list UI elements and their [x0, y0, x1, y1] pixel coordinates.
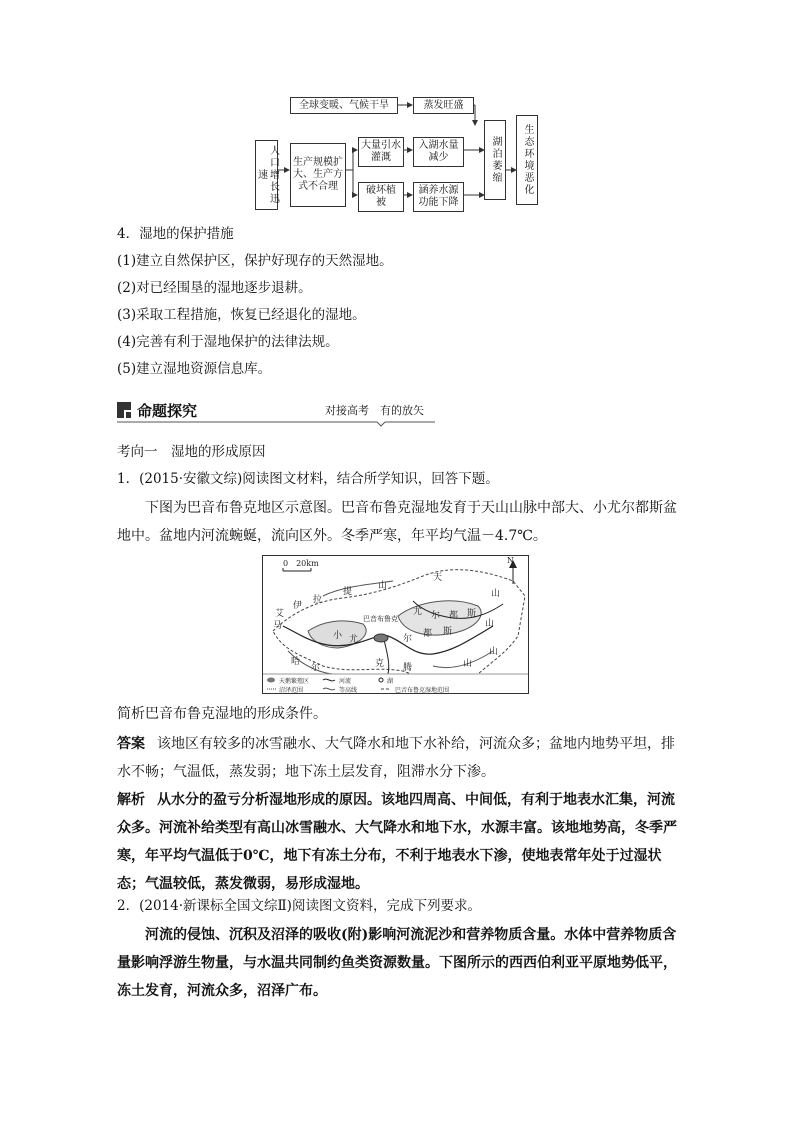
map-label: 山: [378, 581, 388, 591]
q1-material: 下图为巴音布鲁克地区示意图。巴音布鲁克湿地发育于天山山脉中部大、小尤尔都斯盆地中。盆地内河流蜿蜒，流向区外。冬季严寒，年平均气温－4.7℃。: [117, 500, 677, 544]
flow-node-irrigation: 大量引水灌溉: [358, 137, 404, 167]
analysis-label: 解析: [117, 792, 145, 808]
flow-node-production: 生产规模扩大、生产方式不合理: [290, 143, 346, 207]
map-label: 克: [375, 659, 385, 669]
map-label: 山: [489, 647, 499, 657]
measure-item: (3)采取工程措施，恢复已经退化的湿地。: [117, 307, 366, 323]
map-label: 尔: [403, 634, 413, 644]
measure-item: (2)对已经围垦的湿地逐步退耕。: [117, 280, 312, 296]
measure-item: (4)完善有利于湿地保护的法律法规。: [117, 334, 339, 350]
q1-question: 简析巴音布鲁克湿地的形成条件。: [117, 706, 327, 722]
map-label: 斯: [443, 627, 453, 637]
map-label: 斯: [467, 609, 477, 619]
q2-material: 河流的侵蚀、沉积及沼泽的吸收(附)影响河流泥沙和营养物质含量。水体中营养物质含量影响浮游生物量，与水温共同制约鱼类资源数量。下图所示的西西伯利亚平原地势低平，冻土发育，河流众多，沼泽广布。: [117, 927, 677, 999]
map-label: 小: [333, 631, 343, 641]
map-label: 尔: [431, 611, 441, 621]
map-legend-item: 天鹅繁殖区: [279, 678, 310, 685]
flow-node-warming: 全球变暖、气候干旱: [290, 97, 398, 114]
answer-text: 该地区有较多的冰雪融水、大气降水和地下水补给，河流众多；盆地内地势平坦，排水不畅；气温低，蒸发弱；地下冻土层发育，阻滞水分下渗。: [117, 736, 675, 780]
flow-node-evaporation: 蒸发旺盛: [413, 97, 474, 114]
q1-analysis: [117, 786, 682, 898]
flow-node-ecology: 生态环境恶化: [516, 115, 538, 205]
map-legend-item: 等高线: [339, 687, 358, 694]
map-label: 艾: [275, 609, 285, 619]
map-label: 尔: [311, 663, 321, 673]
q1-stem: 1．(2015·安徽文综)阅读图文材料，结合所学知识，回答下题。: [117, 471, 499, 487]
map-legend-item: 河流: [339, 678, 352, 685]
map-scale: 0 20km: [283, 559, 319, 568]
map-north: N: [507, 556, 514, 565]
measure-item: (1)建立自然保护区，保护好现存的天然湿地。: [117, 253, 393, 269]
topic-heading: 考向一 湿地的形成原因: [117, 444, 266, 460]
bayinbuluke-map: [262, 555, 529, 694]
map-label: 都: [449, 611, 459, 621]
section-underline: [117, 419, 435, 427]
flow-node-conservation: 涵养水源功能下降: [413, 182, 464, 212]
map-label: 提: [343, 587, 353, 597]
map-label: 马: [273, 621, 283, 631]
map-label: 山: [485, 619, 495, 629]
map-label: 都: [423, 629, 433, 639]
map-label: 哈: [291, 657, 301, 667]
flow-node-vegetation: 破坏植被: [358, 182, 404, 212]
flow-node-population: 人口增长迅速: [255, 140, 278, 210]
section-title: 命题探究: [137, 402, 198, 420]
map-label: 巴音布鲁克: [363, 615, 398, 623]
map-label: 拉: [313, 595, 323, 605]
map-legend-item: 巴音布鲁克湿地范围: [395, 687, 450, 694]
q2-stem: 2．(2014·新课标全国文综Ⅱ)阅读图文资料，完成下列要求。: [117, 898, 481, 914]
map-label: 山: [463, 659, 473, 669]
map-label: 天: [433, 573, 443, 583]
flow-node-inflow: 入湖水量减少: [413, 137, 464, 167]
analysis-text: 从水分的盈亏分析湿地形成的原因。该地四周高、中间低，有利于地表水汇集，河流众多。河流补给类型有高山冰雪融水、大气降水和地下水，水源丰富。该地地势高，冬季严寒，年平均气温低于0℃，地下有冻土分布，不利于地表水下渗，使地表常年处于过湿状态；气温较低，蒸发微弱，易形成湿地。: [117, 792, 677, 892]
measures-heading: 4．湿地的保护措施: [117, 226, 234, 242]
map-label: 山: [491, 589, 501, 599]
answer-label: 答案: [117, 736, 145, 752]
section-subtitle: 对接高考 有的放矢: [325, 404, 424, 417]
map-label: 腾: [403, 663, 413, 673]
flow-node-lake: 湖泊萎缩: [484, 120, 506, 200]
measure-item: (5)建立湿地资源信息库。: [117, 361, 272, 377]
section-header-icon: [117, 402, 131, 418]
map-label: 尤: [413, 607, 423, 617]
map-legend-item: 湖: [387, 678, 394, 685]
map-label: 伊: [293, 601, 303, 611]
map-label: 尤: [349, 635, 359, 645]
section-header: [117, 399, 435, 423]
q1-answer: [117, 730, 682, 786]
map-legend-item: 沼泽范围: [279, 687, 304, 694]
